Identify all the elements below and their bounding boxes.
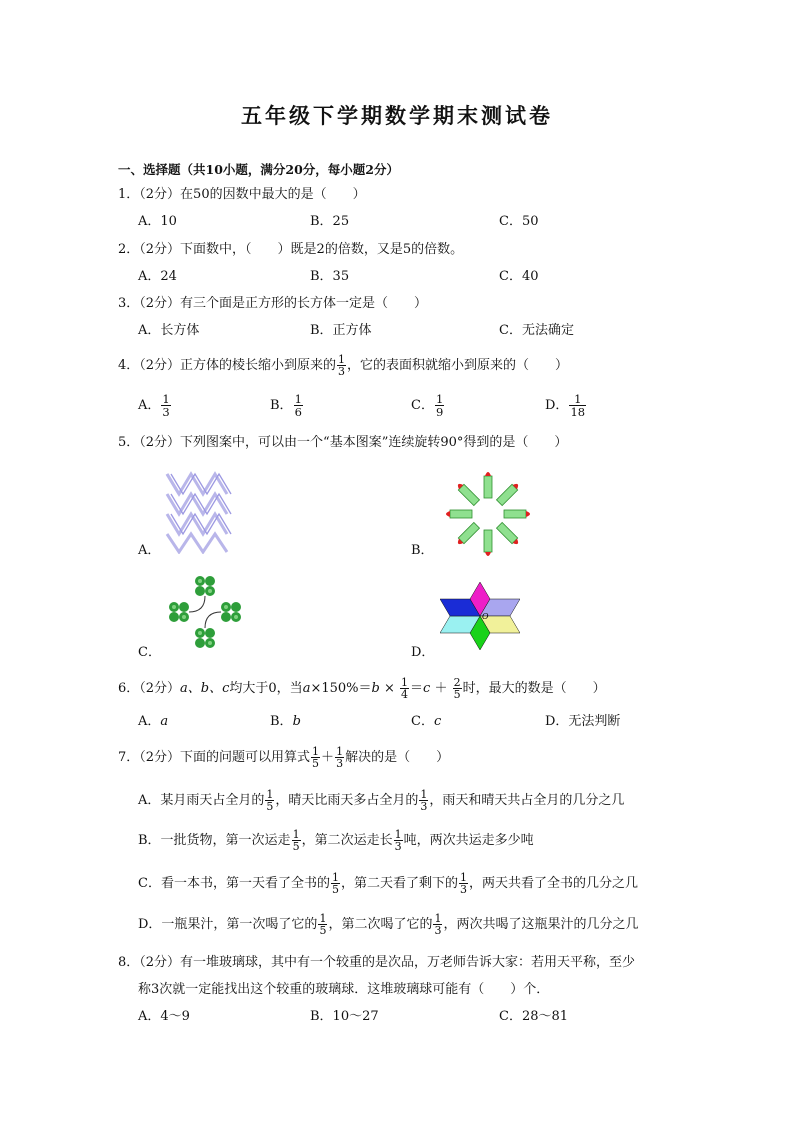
- q4-option-b: B． $\frac{1}{6}$: [270, 392, 302, 419]
- q4-option-c: C． $\frac{1}{9}$: [411, 392, 444, 419]
- section-heading: 一、选择题（共10小题，满分20分，每小题2分）: [118, 162, 399, 177]
- q6-option-d: D．无法判断: [545, 714, 621, 729]
- q8-option-c: C．28～81: [499, 1009, 569, 1024]
- q8-option-a: A．4～9: [138, 1009, 190, 1024]
- q5-option-c: C．: [138, 645, 161, 660]
- q5-option-d: D．: [411, 645, 435, 660]
- fraction: $\frac{1}{3}$: [338, 353, 346, 378]
- q1-option-a: A．10: [138, 214, 177, 229]
- center-label: O: [482, 612, 489, 621]
- question-8-line-2: 称3次就一定能找出这个较重的玻璃球．这堆玻璃球可能有（ ）个．: [138, 982, 550, 997]
- page-title: 五年级下学期数学期末测试卷: [241, 103, 553, 128]
- figure-b-pinwheel: [440, 472, 536, 556]
- question-4: 4．（2分）正方体的棱长缩小到原来的 $\frac{1}{3}$ ，它的表面积就缩小到原来的（ ）: [118, 353, 569, 378]
- q8-option-b: B．10～27: [310, 1009, 379, 1024]
- question-8: 8．（2分）有一堆玻璃球，其中有一个较重的是次品，万老师告诉大家：若用天平称，至少: [118, 955, 636, 970]
- q2-option-a: A．24: [138, 269, 177, 284]
- q3-option-c: C．无法确定: [499, 323, 574, 338]
- question-3: 3．（2分）有三个面是正方形的长方体一定是（ ）: [118, 296, 428, 311]
- q7-option-c: C．看一本书，第一天看了全书的 $\frac{1}{5}$ ，第二天看了剩下的 $\frac{1}{3}$ ，两天共看了全书的几分之几: [138, 871, 638, 896]
- question-2: 2．（2分）下面数中，（ ）既是2的倍数，又是5的倍数。: [118, 242, 464, 257]
- q4-option-d: D． $\frac{1}{18}$: [545, 392, 586, 419]
- q7-option-d: D．一瓶果汁，第一次喝了它的 $\frac{1}{5}$ ，第二次喝了它的 $\frac{1}{3}$ ，两次共喝了这瓶果汁的几分之几: [138, 912, 639, 937]
- q3-option-b: B．正方体: [310, 323, 372, 338]
- q6-option-a: A．a: [138, 714, 169, 729]
- q1-option-c: C．50: [499, 214, 539, 229]
- q3-option-a: A．长方体: [138, 323, 200, 338]
- question-1: 1．（2分）在50的因数中最大的是（ ）: [118, 187, 366, 202]
- q5-option-a: A．: [138, 543, 161, 558]
- q2-option-c: C．40: [499, 269, 539, 284]
- q6-option-b: B．b: [270, 714, 301, 729]
- figure-c-clovers: [165, 572, 245, 654]
- figure-d-rhombus-star: [440, 570, 520, 662]
- question-7: 7．（2分）下面的问题可以用算式 $\frac{1}{5}$ ＋ $\frac{1}{3}$ 解决的是（ ）: [118, 745, 450, 770]
- figure-a-lattice: [165, 470, 235, 554]
- q1-option-b: B．25: [310, 214, 350, 229]
- q2-option-b: B．35: [310, 269, 350, 284]
- q5-option-b: B．: [411, 543, 434, 558]
- q7-option-a: A．某月雨天占全月的 $\frac{1}{5}$ ，晴天比雨天多占全月的 $\frac{1}{3}$ ，雨天和晴天共占全月的几分之几: [138, 788, 625, 813]
- q4-option-a: A． $\frac{1}{3}$: [138, 392, 170, 419]
- question-6: 6．（2分）a、b、c均大于0，当a×150%＝b × $\frac{1}{4}$ ＝c ＋ $\frac{2}{5}$ 时，最大的数是（ ）: [118, 676, 606, 701]
- q7-option-b: B．一批货物，第一次运走 $\frac{1}{5}$ ，第二次运走长 $\frac{1}{3}$ 吨，两次共运走多少吨: [138, 828, 534, 853]
- question-5: 5．（2分）下列图案中，可以由一个“基本图案”连续旋转90°得到的是（ ）: [118, 435, 568, 450]
- q6-option-c: C．c: [411, 714, 442, 729]
